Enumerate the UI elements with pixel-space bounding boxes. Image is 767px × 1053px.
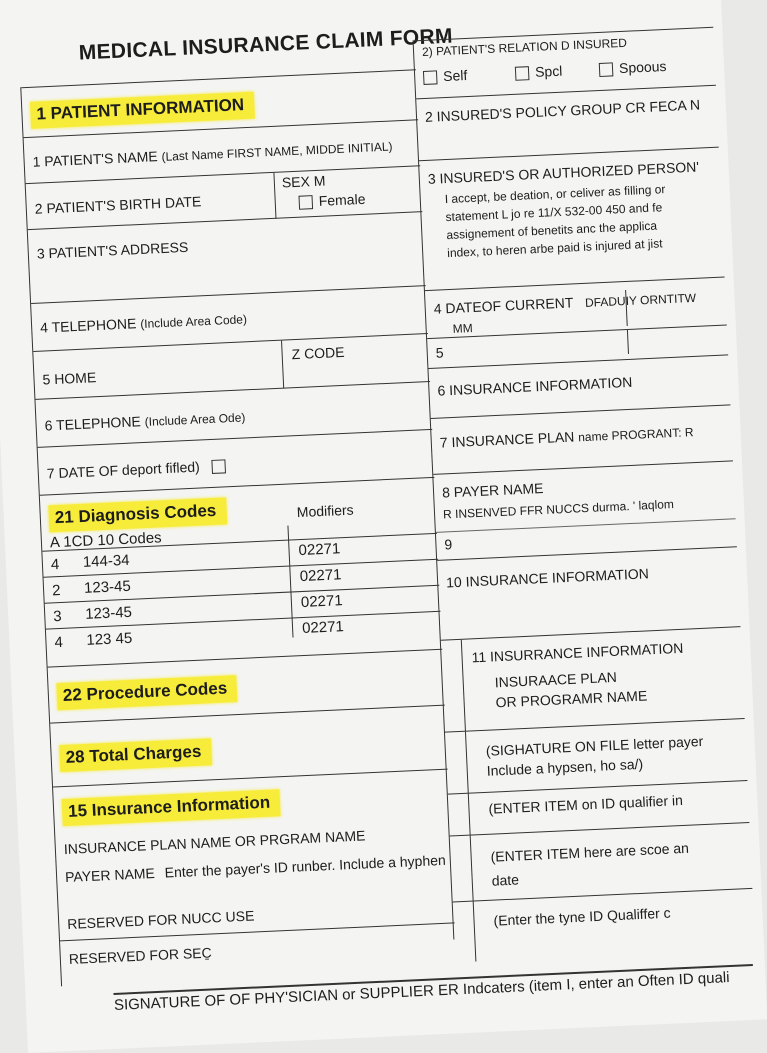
insured-text-line: assignement of benetits anc the applica (446, 218, 658, 243)
reserved-8-label: R INSENVED FFR NUCCS durma. ' laqlom (442, 497, 675, 522)
right-column (413, 27, 755, 940)
insurance-plan-7-label (439, 423, 693, 450)
icd-code: 123 45 (86, 629, 133, 649)
modifier-code: 02271 (299, 566, 342, 586)
patient-name-hint: (Last Name FIRST NAME, MIDDE INITIAL) (161, 139, 393, 164)
signature-file-hint: Include a hypsen, ho sa/) (486, 755, 644, 779)
date-current-hint: DFADUIY ORNTITW (584, 290, 697, 310)
patient-name-label (32, 137, 392, 169)
date-of-checkbox[interactable] (211, 460, 226, 475)
spouse-short-label: Spcl (534, 62, 563, 80)
modifier-code: 02271 (300, 592, 343, 612)
date-label: date (491, 871, 520, 889)
modifier-code: 02271 (298, 540, 341, 560)
icd-code: 144-34 (82, 551, 130, 571)
home-zip-divider (281, 341, 284, 389)
spouse-label: Spoous (618, 57, 667, 77)
self-checkbox[interactable] (423, 71, 438, 86)
code-row-number: 4 (54, 633, 64, 652)
insurance-info-11-label: 11 INSURRANCE INFORMATION (471, 639, 684, 666)
enter-type-row[interactable] (453, 888, 755, 963)
female-label: Female (318, 190, 366, 209)
telephone-hint: (Include Area Code) (139, 312, 248, 332)
insurance-info-10-row[interactable] (437, 546, 740, 641)
payer-name-text: PAYER NAME (64, 864, 156, 886)
enter-type-label: (Enter the tyne ID Qualiffer c (493, 904, 671, 929)
self-label: Self (442, 66, 468, 85)
signature-file-label: (SIGHATURE ON FILE letter payer (485, 732, 704, 759)
date-of-text: 7 DATE OF deport fifled) (46, 458, 201, 482)
date-of-label (46, 457, 231, 482)
insured-text-line: statement L jo re 11/X 532-00 450 and fe (445, 200, 663, 225)
code-row-number: 3 (52, 607, 63, 626)
insured-signature-label: 3 INSURED'S OR AUTHORIZED PERSON' (427, 158, 700, 187)
zip-label: Z CODE (291, 343, 345, 363)
insured-text-line: index, to heren arbe paid is injured at jist (446, 236, 663, 261)
code-row-number: 2 (51, 581, 61, 600)
inner-divider (465, 732, 469, 794)
home-label: 5 HOME (42, 369, 97, 388)
female-checkbox[interactable] (298, 195, 313, 210)
modifier-code: 02271 (301, 618, 345, 638)
insured-text-line: I accept, be deation, or celiver as filling or (444, 182, 666, 207)
inner-divider (473, 902, 477, 962)
nine-label: 9 (444, 536, 453, 553)
insured-signature-row[interactable] (419, 147, 725, 291)
insurance-heading: 15 Insurance Information (62, 789, 281, 826)
plan-name-label: INSURANCE PLAN NAME OR PRGRAM NAME (63, 827, 366, 858)
patient-name-text: 1 PATIENT'S NAME (32, 148, 158, 170)
payer-8-label: 8 PAYER NAME (441, 479, 544, 501)
procedure-heading: 22 Procedure Codes (56, 675, 237, 710)
enter-item-1-label: (ENTER ITEM on ID qualifier in (488, 791, 684, 817)
reserved-sec-label: RESERVED FOR SEC̱ (68, 944, 212, 967)
five-tick (627, 330, 629, 354)
insurance-plan-11b: OR PROGRAMR NAME (495, 687, 648, 711)
left-column (20, 69, 456, 986)
payer-name-label (65, 852, 446, 885)
telephone2-hint: (Include Area Ode) (144, 410, 246, 429)
self-option[interactable] (423, 67, 468, 85)
spouse-checkbox[interactable] (599, 63, 614, 78)
spouse-short-option[interactable] (515, 63, 563, 81)
insurance-plan-11a: INSURAACE PLAN (494, 668, 618, 691)
inner-divider (468, 794, 471, 836)
modifiers-label: Modifiers (296, 501, 354, 521)
insurance-plan-7-hint: name PROGRANT: R (577, 425, 694, 445)
sex-label: SEX M (281, 172, 326, 191)
reserved-nucc-label: RESERVED FOR NUCC USE (66, 907, 255, 932)
telephone-label (40, 310, 247, 335)
insurance-info-6-label: 6 INSURANCE INFORMATION (437, 373, 633, 399)
date-current-label (433, 289, 696, 317)
address-label: 3 PATIENT'S ADDRESS (36, 238, 189, 262)
payer-name-hint: Enter the payer's ID runber. Include a hyphen (164, 851, 447, 881)
five-label: 5 (435, 344, 444, 361)
policy-group-label: 2 INSURED'S POLICY GROUP CR FECA N (424, 96, 701, 125)
physician-signature-label: SIGNATURE OF OF PHY'SICIAN or SUPPLIER ER Indcaters (item I, enter an Often ID quali (113, 969, 730, 1014)
date-current-text: 4 DATEOF CURRENT (433, 294, 574, 317)
enter-item-2-label: (ENTER ITEM here are scoe an (490, 839, 690, 865)
female-option[interactable] (298, 191, 365, 210)
inner-divider (470, 836, 474, 902)
relation-label: 2) PATIENT'S RELATION D INSURED (421, 35, 628, 59)
insurance-info-10-label: 10 INSURANCE INFORMATION (445, 565, 650, 591)
telephone2-label (44, 408, 245, 433)
birth-date-label: 2 PATIENT'S BIRTH DATE (34, 193, 202, 217)
form-title: MEDICAL INSURANCE CLAIM FORM (78, 24, 454, 65)
code-row-number: 4 (50, 555, 60, 574)
icd-label: A 1CD 10 Codes (49, 529, 162, 552)
insurance-info-11-row[interactable] (441, 626, 745, 733)
insurance-info-row[interactable] (53, 769, 453, 908)
mm-label: MM (452, 321, 473, 336)
charges-heading: 28 Total Charges (59, 738, 212, 772)
icd-code: 123-45 (83, 577, 132, 597)
telephone2-text: 6 TELEPHONE (44, 413, 142, 434)
birth-sex-divider (273, 173, 276, 219)
spouse-short-checkbox[interactable] (515, 66, 530, 81)
icd-code: 123-45 (84, 603, 133, 623)
diagnosis-heading: 21 Diagnosis Codes (48, 497, 227, 532)
insurance-plan-7-text: 7 INSURANCE PLAN (439, 428, 575, 451)
telephone-text: 4 TELEPHONE (39, 315, 137, 336)
spouse-option[interactable] (599, 58, 667, 77)
patient-info-heading: 1 PATIENT INFORMATION (30, 92, 255, 129)
inner-divider (461, 640, 466, 732)
